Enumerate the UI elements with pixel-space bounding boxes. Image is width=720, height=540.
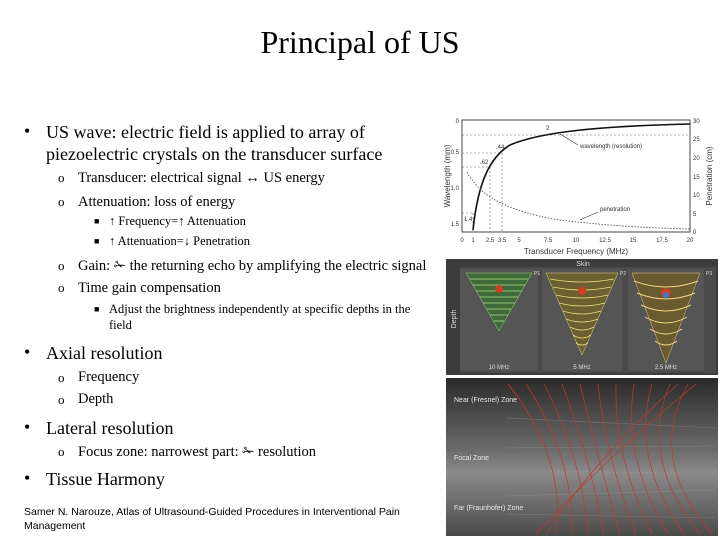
sub-attenuation-penetration: ↑ Attenuation=↓ Penetration (109, 234, 251, 248)
xtick: 5 (517, 238, 521, 244)
skin-label: Skin (576, 261, 590, 268)
focal-zone-label: Focal Zone (454, 455, 490, 462)
sub-tgc: Time gain compensation (78, 280, 221, 296)
ytick-right: 10 (693, 193, 700, 199)
xtick: 17.5 (656, 238, 668, 244)
bullet-marker: • (24, 342, 31, 362)
mark-p2: P2 (620, 271, 627, 277)
annotation-62: .62 (480, 160, 489, 166)
wavelength-curve-label: wavelength (resolution) (580, 144, 643, 150)
ytick-left: 0 (455, 119, 459, 125)
xtick: 12.5 (599, 238, 611, 244)
sub3-marker: ■ (94, 304, 100, 314)
slide-title: Principal of US (260, 24, 460, 60)
bullet-marker: • (24, 121, 31, 141)
bullet-us-wave: US wave: electric field is applied to array of piezoelectric crystals on the transducer surface (46, 122, 383, 164)
sub-freq-attenuation: ↑ Frequency=↑ Attenuation (109, 214, 246, 228)
ytick-right: 15 (693, 175, 700, 181)
xtick: 3.5 (497, 238, 507, 244)
sub-marker: o (58, 392, 65, 407)
far-zone-label: Far (Fraunhofer) Zone (454, 505, 524, 512)
ytick-left: 0.5 (450, 150, 459, 156)
xtick: 2.5 (485, 238, 495, 244)
ytick-left: 1.0 (450, 186, 459, 192)
sub-focus-zone: Focus zone: narrowest part: ✁ resolution (78, 444, 317, 460)
sub3-marker: ■ (94, 216, 100, 226)
xlabel: Transducer Frequency (MHz) (523, 247, 629, 256)
xtick: 1 (471, 238, 475, 244)
sub-marker: o (58, 280, 65, 295)
ytick-right: 5 (693, 212, 697, 218)
xtick: 20 (686, 238, 694, 244)
bullet-tissue-harmony: Tissue Harmony (46, 469, 165, 489)
near-zone-label: Near (Fresnel) Zone (454, 397, 518, 404)
sub-frequency: Frequency (78, 369, 140, 385)
sub-marker: o (58, 194, 65, 209)
sub-tgc-detail: Adjust the brightness independently at specific depths in the field (109, 302, 411, 332)
sub-attenuation: Attenuation: loss of energy (78, 194, 236, 210)
sub-gain: Gain: ✁ the returning echo by amplifying the electric signal (78, 258, 427, 274)
ytick-left: 1.5 (450, 222, 459, 228)
bullet-marker: • (24, 417, 31, 437)
annotation-2: 2 (546, 126, 550, 132)
ylabel-left: Wavelength (mm) (443, 144, 452, 208)
annotation-44: .44 (496, 145, 505, 151)
focus-zone-ultrasound-image (446, 378, 718, 536)
xtick: 7.5 (543, 238, 553, 244)
bullet-lateral: Lateral resolution (46, 418, 174, 438)
sub-transducer: Transducer: electrical signal ↔ US energy (78, 170, 325, 186)
ytick-right: 0 (693, 230, 697, 236)
ytick-right: 25 (693, 137, 700, 143)
beam-frequency-figure (446, 259, 718, 375)
sub-marker: o (58, 170, 65, 185)
mark-p1: P1 (534, 271, 541, 277)
freq-label-5: 5 MHz (573, 365, 591, 371)
xtick: 15 (629, 238, 637, 244)
sub3-marker: ■ (94, 236, 100, 246)
sub-depth: Depth (78, 391, 114, 407)
annotation-14: 1.4 (464, 217, 473, 223)
depth-label: Depth (451, 309, 458, 329)
sub-marker: o (58, 370, 65, 385)
bullet-marker: • (24, 468, 31, 488)
xtick: 0 (460, 238, 464, 244)
xtick: 10 (572, 238, 580, 244)
ytick-right: 20 (693, 156, 700, 162)
penetration-curve-label: penetration (600, 207, 631, 213)
ytick-right: 30 (693, 119, 700, 125)
mark-p3: P3 (706, 271, 713, 277)
sub-marker: o (58, 258, 65, 273)
sub-marker: o (58, 444, 65, 459)
citation: Samer N. Narouze, Atlas of Ultrasound-Guided Procedures in Interventional Pain Management (24, 506, 400, 532)
freq-label-10: 10 MHz (488, 365, 510, 371)
ylabel-right: Penetration (cm) (705, 146, 714, 206)
freq-label-2-5: 2.5 MHz (654, 365, 678, 371)
bullet-axial: Axial resolution (46, 343, 163, 363)
wavelength-penetration-graph (440, 112, 718, 258)
